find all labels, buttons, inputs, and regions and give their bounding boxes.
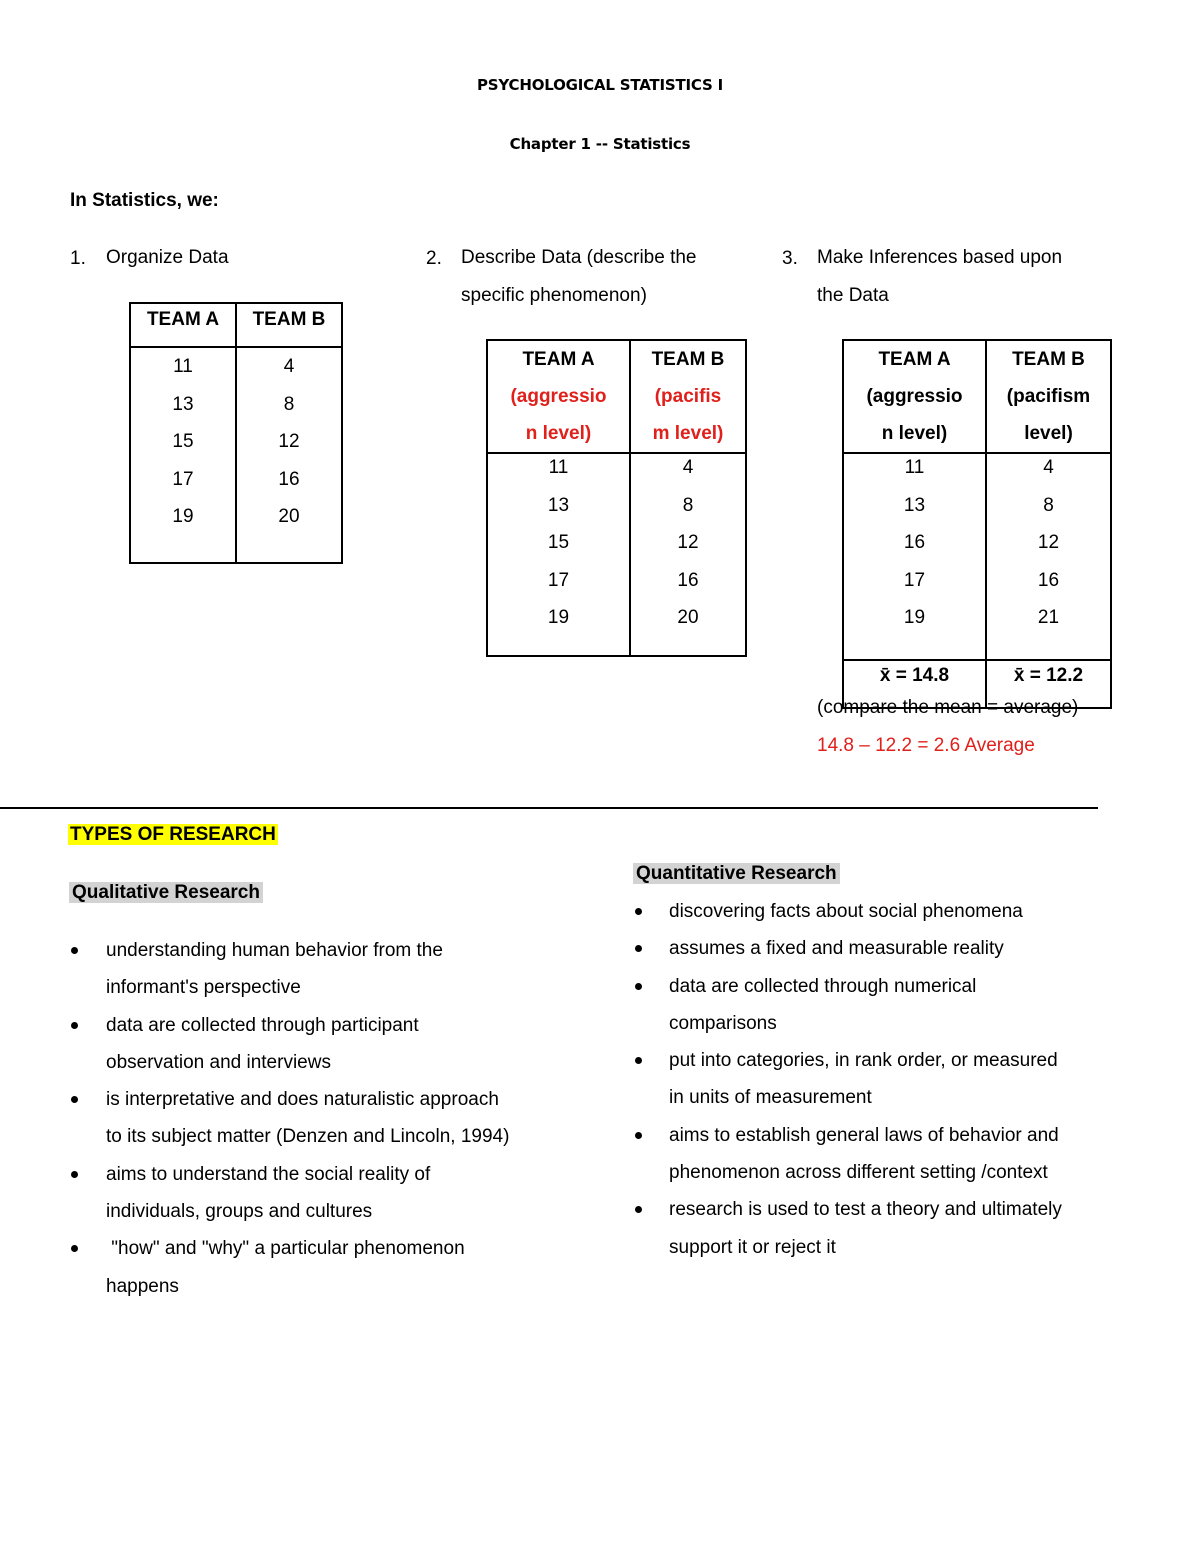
chapter-title: Chapter 1 -- Statistics (509, 135, 691, 153)
list-item (669, 1042, 1189, 1117)
table1-header-team-b: TEAM B (236, 303, 342, 347)
list-line: understanding human behavior from the (106, 940, 443, 961)
table-describe-data (486, 339, 747, 657)
step-3-number: 3. (782, 248, 798, 269)
qualitative-research-list (106, 932, 606, 1305)
table-cell: 17 (903, 569, 926, 591)
table-make-inferences (842, 339, 1112, 709)
list-line: assumes a fixed and measurable reality (669, 938, 1004, 960)
table-cell: 21 (1037, 607, 1060, 628)
list-item (669, 893, 1189, 930)
list-item (106, 932, 606, 1007)
header-line: level) (1024, 423, 1073, 444)
bullet-icon (71, 947, 78, 954)
title-text: Qualitative Research (69, 882, 263, 903)
header-line: m level) (652, 423, 724, 444)
heading-text: TYPES OF RESEARCH (70, 824, 276, 845)
table-cell: 16 (677, 569, 699, 591)
table-cell: 16 (1037, 569, 1060, 591)
table3-header-team-a (843, 340, 986, 453)
step-3-line: the Data (817, 285, 889, 306)
table-cell: 11 (173, 356, 193, 377)
table-cell: 11 (548, 457, 569, 478)
table-cell: 16 (278, 468, 300, 490)
header-line: TEAM B (1012, 349, 1085, 370)
header-line: n level) (525, 423, 592, 444)
bullet-icon (635, 1206, 642, 1213)
table-cell: 8 (1043, 494, 1054, 516)
bullet-icon (635, 908, 642, 915)
list-line: in units of measurement (669, 1087, 872, 1109)
header-line: (aggressio (510, 386, 607, 407)
list-item (106, 1156, 606, 1231)
list-line: data are collected through numerical (669, 975, 977, 997)
list-line: is interpretative and does naturalistic approach (106, 1089, 499, 1111)
step-3-text (817, 239, 1062, 315)
table-cell: 15 (172, 431, 194, 452)
table-cell: 20 (677, 607, 699, 628)
list-line: aims to establish general laws of behavior and (669, 1124, 1059, 1146)
list-line: research is used to test a theory and ultimately (669, 1199, 1062, 1221)
header-line: TEAM A (878, 349, 951, 370)
step-2-number: 2. (426, 248, 442, 269)
table-cell: 20 (278, 506, 300, 527)
step-1-line: Organize Data (106, 247, 229, 268)
table-cell: 15 (547, 532, 570, 553)
table-cell: 17 (172, 468, 194, 490)
bullet-icon (71, 1171, 78, 1178)
step-2-text (461, 239, 697, 315)
table-cell: 19 (903, 607, 926, 628)
compare-mean-note: (compare the mean = average) (817, 697, 1079, 718)
table-organize-data (129, 302, 343, 564)
list-line: "how" and "why" a particular phenomenon (106, 1238, 465, 1260)
header-line: (pacifis (654, 386, 722, 407)
list-line: individuals, groups and cultures (106, 1201, 373, 1223)
table-cell: 13 (547, 494, 570, 516)
table2-header-team-b (630, 340, 746, 453)
table-cell: 4 (1043, 457, 1054, 478)
table-cell: 17 (547, 569, 570, 591)
table-cell: 12 (278, 431, 300, 452)
table1-header-team-a: TEAM A (130, 303, 236, 347)
table-cell: 8 (682, 494, 694, 516)
quantitative-research-list (669, 893, 1189, 1266)
bullet-icon (635, 1057, 642, 1064)
table-cell: 12 (1037, 532, 1060, 553)
table3-mean-team-b: x̄ = 12.2 (986, 660, 1111, 708)
bullet-icon (71, 1245, 78, 1252)
table2-team-b-values (630, 453, 746, 656)
table-cell: 4 (283, 356, 295, 377)
list-line: happens (106, 1275, 179, 1297)
table3-team-b-values (986, 453, 1111, 660)
table-cell: 16 (903, 532, 926, 553)
step-2-line: specific phenomenon) (461, 285, 647, 306)
qualitative-research-title (69, 882, 263, 904)
header-line: (pacifism (1006, 386, 1091, 407)
list-line: discovering facts about social phenomena (669, 901, 1023, 922)
section-divider (0, 807, 1098, 809)
bullet-icon (635, 945, 642, 952)
list-line: put into categories, in rank order, or measured (669, 1050, 1058, 1072)
bullet-icon (635, 983, 642, 990)
types-of-research-heading (68, 824, 278, 846)
list-line: informant's perspective (106, 977, 301, 999)
list-item (669, 930, 1189, 967)
header-line: TEAM B (651, 349, 725, 370)
header-line: (aggressio (866, 386, 963, 407)
list-item (669, 1191, 1189, 1266)
bullet-icon (635, 1132, 642, 1139)
table2-team-a-values (487, 453, 630, 656)
list-line: comparisons (669, 1012, 777, 1034)
list-item (106, 1230, 606, 1305)
table-cell: 12 (677, 532, 699, 553)
table-cell: 13 (903, 494, 926, 516)
list-line: to its subject matter (Denzen and Lincoln, 1994) (106, 1126, 510, 1148)
table1-team-a-values (130, 347, 236, 563)
table-cell: 11 (904, 457, 925, 478)
mean-difference-result: 14.8 – 12.2 = 2.6 Average (817, 735, 1035, 756)
list-item (106, 1007, 606, 1082)
list-item (669, 1117, 1189, 1192)
table2-header-team-a (487, 340, 630, 453)
step-2-line: Describe Data (describe the (461, 247, 697, 268)
title-text: Quantitative Research (633, 863, 840, 884)
list-line: aims to understand the social reality of (106, 1163, 431, 1185)
quantitative-research-title (633, 863, 840, 885)
table-cell: 19 (547, 607, 570, 628)
header-line: TEAM A (522, 349, 595, 370)
table-cell: 13 (172, 393, 194, 415)
table-cell: 8 (283, 393, 295, 415)
list-item (669, 968, 1189, 1043)
list-line: data are collected through participant (106, 1014, 419, 1036)
list-line: phenomenon across different setting /context (669, 1162, 1048, 1184)
list-line: support it or reject it (669, 1236, 836, 1258)
bullet-icon (71, 1096, 78, 1103)
step-3-line: Make Inferences based upon (817, 247, 1063, 268)
step-1-number: 1. (70, 248, 86, 269)
list-line: observation and interviews (106, 1051, 331, 1073)
table3-mean-team-a: x̄ = 14.8 (843, 660, 986, 708)
table-cell: 4 (682, 457, 694, 478)
step-1-text (106, 239, 229, 277)
header-line: n level) (881, 423, 948, 444)
bullet-icon (71, 1022, 78, 1029)
list-item (106, 1081, 606, 1156)
table-cell: 19 (172, 506, 194, 527)
table3-header-team-b (986, 340, 1111, 453)
table1-team-b-values (236, 347, 342, 563)
intro-text: In Statistics, we: (70, 190, 219, 211)
page-title: PSYCHOLOGICAL STATISTICS I (477, 76, 723, 94)
table3-team-a-values (843, 453, 986, 660)
